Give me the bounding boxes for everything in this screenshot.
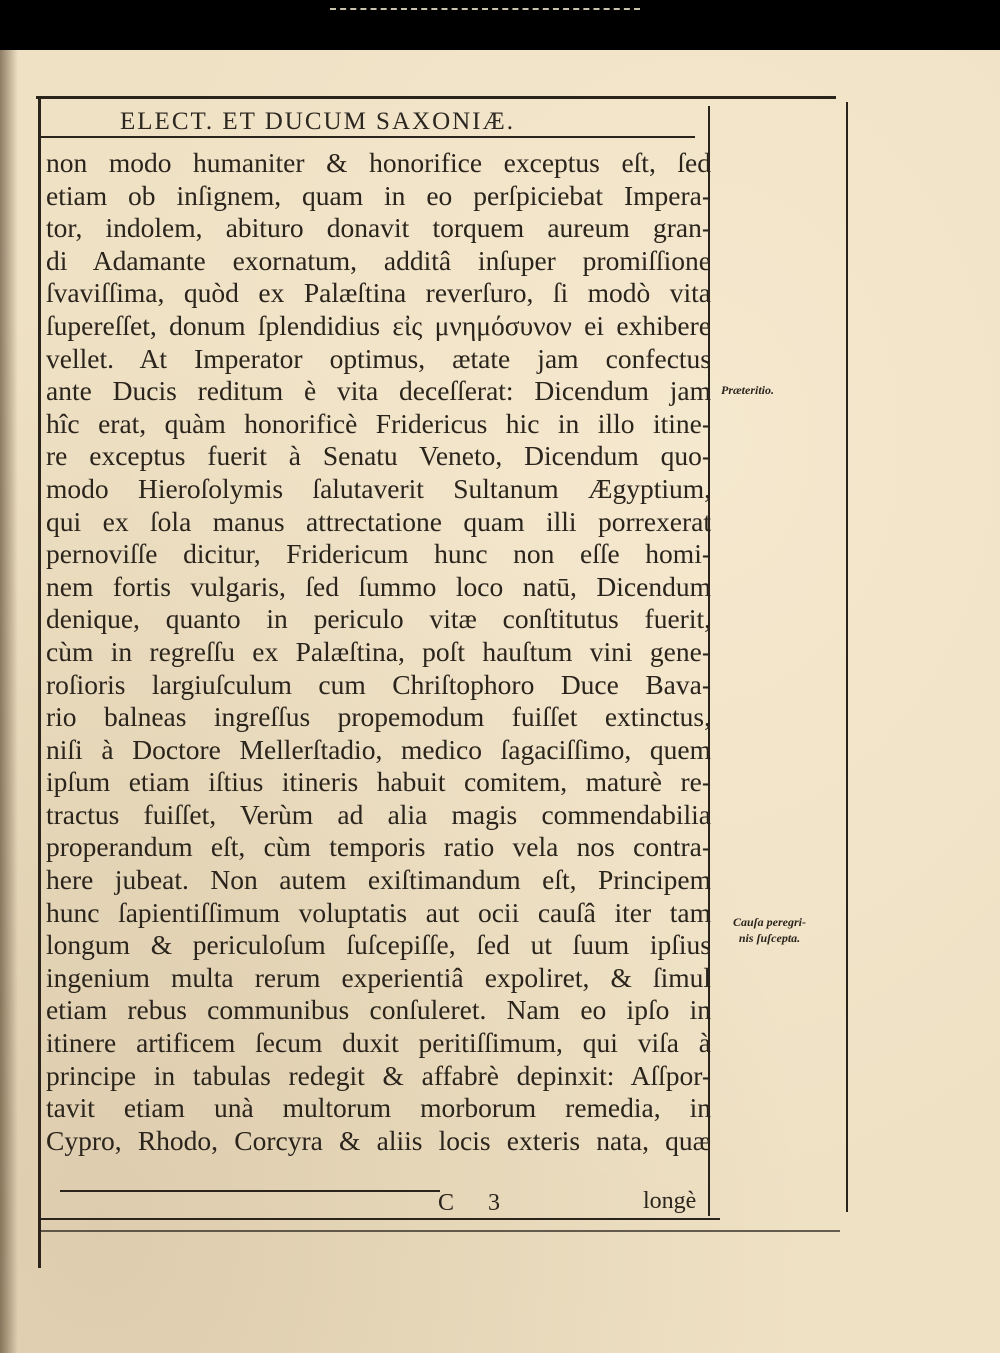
- bottom-outer-rule-2: [40, 1230, 840, 1232]
- text-line: pernoviſſe dicitur, Fridericum hunc non eſſe homi-: [46, 538, 711, 570]
- text-line: ingenium multa rerum experientiâ expoliret, & ſimul: [46, 961, 711, 993]
- text-line: hunc ſapientiſſimum voluptatis aut ocii cauſâ iter tam: [46, 896, 711, 928]
- text-line: qui ex ſola manus attrectatione quam illi porrexerat: [46, 505, 711, 537]
- page-edge-shadow: [0, 50, 18, 1353]
- text-line: cùm in regreſſu ex Palæſtina, poſt hauſtum vini gene-: [46, 635, 711, 667]
- bottom-outer-rule: [40, 1218, 720, 1220]
- text-line: tavit etiam unà multorum morborum remedia, in: [46, 1092, 711, 1124]
- right-frame-rule: [846, 102, 848, 1212]
- text-line: etiam rebus communibus conſuleret. Nam eo ipſo in: [46, 994, 711, 1026]
- text-line: ipſum etiam iſtius itineris habuit comitem, maturè re-: [46, 766, 711, 798]
- signature-mark: C 3: [438, 1190, 515, 1216]
- bottom-text-rule: [60, 1190, 440, 1192]
- text-line: non modo humaniter & honorifice exceptus eſt, ſed: [46, 147, 711, 178]
- text-line: niſi à Doctore Mellerſtadio, medico ſagaciſſimo, quem: [46, 733, 711, 765]
- text-line: modo Hieroſolymis ſalutaverit Sultanum Ægyptium,: [46, 472, 711, 504]
- left-frame-rule: [38, 98, 41, 1268]
- text-line: vellet. At Imperator optimus, ætate jam confectus: [46, 342, 711, 374]
- text-line: properandum eſt, cùm temporis ratio vela nos contra-: [46, 831, 711, 863]
- catchword: longè: [643, 1188, 697, 1214]
- text-line: tor, indolem, abituro donavit torquem aureum gran-: [46, 212, 711, 244]
- top-edge-strip: [330, 0, 640, 10]
- text-line: nem fortis vulgaris, ſed ſummo loco natū, Dicendum: [46, 570, 711, 602]
- margin-note-line: Cauſa peregri-: [733, 915, 806, 929]
- text-line: ante Ducis reditum è vita deceſſerat: Dicendum jam: [46, 375, 711, 407]
- text-line: denique, quanto in periculo vitæ conſtitutus fuerit,: [46, 603, 711, 635]
- text-line: roſioris largiuſculum cum Chriſtophoro Duce Bava-: [46, 668, 711, 700]
- text-line: di Adamante exornatum, additâ inſuper promiſſione: [46, 244, 711, 276]
- text-line: principe in tabulas redegit & affabrè depinxit: Aſſpor-: [46, 1059, 711, 1091]
- text-line: rio balneas ingreſſus propemodum fuiſſet extinctus,: [46, 701, 711, 733]
- text-line: ſupereſſet, donum ſplendidius εἰς μνημόσυνον ei exhibere: [46, 309, 711, 341]
- body-text: [46, 147, 711, 1157]
- top-outer-rule: [36, 96, 836, 99]
- text-line: ſvaviſſima, quòd ex Palæſtina reverſuro, ſi modò vita: [46, 277, 711, 309]
- text-line: here jubeat. Non autem exiſtimandum eſt, Principem: [46, 864, 711, 896]
- margin-note-causa: [733, 914, 806, 946]
- text-line: hîc erat, quàm honorificè Fridericus hic in illo itine-: [46, 407, 711, 439]
- text-line: tractus fuiſſet, Verùm ad alia magis commendabilia: [46, 798, 711, 830]
- running-header: ELECT. ET DUCUM SAXONIÆ.: [120, 108, 515, 135]
- book-page: [0, 50, 1000, 1353]
- header-rule: [40, 136, 695, 138]
- text-line: itinere artificem ſecum duxit peritiſſimum, qui viſa à: [46, 1027, 711, 1059]
- margin-note-line: nis ſuſcepta.: [738, 931, 801, 945]
- text-line: etiam ob inſignem, quam in eo perſpiciebat Impera-: [46, 179, 711, 211]
- text-line: Cypro, Rhodo, Corcyra & aliis locis exteris nata, quæ: [46, 1124, 711, 1156]
- text-line: longum & periculoſum ſuſcepiſſe, ſed ut ſuum ipſius: [46, 929, 711, 961]
- text-line: re exceptus fuerit à Senatu Veneto, Dicendum quo-: [46, 440, 711, 472]
- margin-note-praeteritio: Præteritio.: [721, 383, 774, 397]
